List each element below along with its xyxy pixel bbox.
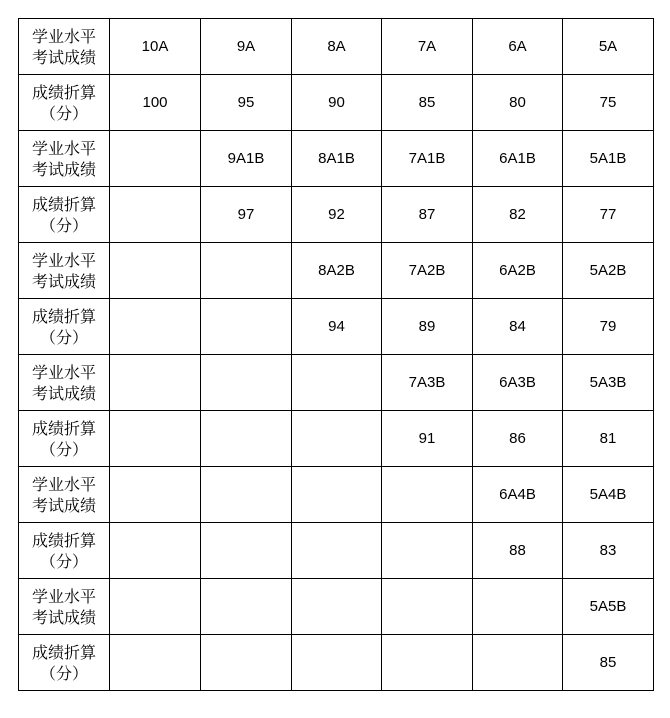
score-cell (110, 187, 201, 243)
score-cell (110, 299, 201, 355)
grade-cell: 5A2B (563, 243, 654, 299)
score-cell (382, 523, 473, 579)
grade-cell: 5A (563, 19, 654, 75)
grade-cell: 5A5B (563, 579, 654, 635)
grade-row (19, 243, 654, 299)
score-cell (110, 635, 201, 691)
score-cell: 95 (201, 75, 292, 131)
row-header-line: （分） (39, 327, 88, 347)
score-cell: 94 (292, 299, 382, 355)
grade-row (19, 467, 654, 523)
score-cell: 97 (201, 187, 292, 243)
row-header (19, 579, 110, 635)
grade-cell: 10A (110, 19, 201, 75)
grade-cell: 7A2B (382, 243, 473, 299)
score-cell: 89 (382, 299, 473, 355)
grade-cell: 7A1B (382, 131, 473, 187)
score-row (19, 523, 654, 579)
grade-cell: 6A3B (473, 355, 563, 411)
grade-cell (110, 131, 201, 187)
row-header-line: 考试成绩 (31, 495, 96, 515)
grade-cell: 5A1B (563, 131, 654, 187)
grade-cell (110, 579, 201, 635)
row-header (19, 19, 110, 75)
score-cell: 83 (563, 523, 654, 579)
score-cell: 88 (473, 523, 563, 579)
grade-cell (201, 467, 292, 523)
row-header-line: 成绩折算 (31, 82, 96, 102)
grade-cell (292, 579, 382, 635)
score-cell (110, 411, 201, 467)
score-cell: 85 (563, 635, 654, 691)
row-header-line: （分） (39, 215, 88, 235)
row-header-line: 学业水平 (31, 362, 96, 382)
score-cell: 91 (382, 411, 473, 467)
row-header-line: 考试成绩 (31, 383, 96, 403)
grade-cell (382, 579, 473, 635)
grade-cell: 7A (382, 19, 473, 75)
score-row (19, 187, 654, 243)
grade-cell (110, 355, 201, 411)
score-cell: 92 (292, 187, 382, 243)
row-header-line: 学业水平 (31, 26, 96, 46)
score-row (19, 299, 654, 355)
score-cell: 84 (473, 299, 563, 355)
score-conversion-table (18, 18, 654, 691)
row-header-line: 学业水平 (31, 474, 96, 494)
grade-cell: 9A1B (201, 131, 292, 187)
grade-cell (201, 355, 292, 411)
score-cell (201, 299, 292, 355)
grade-cell: 6A2B (473, 243, 563, 299)
score-cell: 81 (563, 411, 654, 467)
score-cell: 85 (382, 75, 473, 131)
grade-row (19, 19, 654, 75)
grade-cell (292, 355, 382, 411)
score-cell (110, 523, 201, 579)
row-header (19, 187, 110, 243)
grade-row (19, 355, 654, 411)
score-row (19, 411, 654, 467)
row-header-line: 成绩折算 (31, 306, 96, 326)
row-header-line: 考试成绩 (31, 47, 96, 67)
grade-cell: 6A (473, 19, 563, 75)
score-cell (292, 411, 382, 467)
grade-cell (382, 467, 473, 523)
row-header-line: （分） (39, 551, 88, 571)
row-header-line: 学业水平 (31, 250, 96, 270)
grade-cell: 6A4B (473, 467, 563, 523)
row-header (19, 635, 110, 691)
row-header-line: 成绩折算 (31, 530, 96, 550)
row-header-line: 成绩折算 (31, 418, 96, 438)
row-header (19, 243, 110, 299)
row-header (19, 131, 110, 187)
score-cell (292, 635, 382, 691)
score-cell (473, 635, 563, 691)
score-row (19, 635, 654, 691)
score-cell: 100 (110, 75, 201, 131)
score-cell: 75 (563, 75, 654, 131)
row-header-line: （分） (39, 439, 88, 459)
row-header-line: （分） (39, 103, 88, 123)
score-cell (201, 411, 292, 467)
row-header-line: 考试成绩 (31, 607, 96, 627)
grade-cell: 6A1B (473, 131, 563, 187)
row-header-line: 学业水平 (31, 586, 96, 606)
grade-cell: 9A (201, 19, 292, 75)
grade-cell: 7A3B (382, 355, 473, 411)
grade-cell: 5A4B (563, 467, 654, 523)
table-body (19, 19, 654, 691)
row-header (19, 411, 110, 467)
grade-cell (292, 467, 382, 523)
score-cell: 77 (563, 187, 654, 243)
grade-cell (110, 467, 201, 523)
row-header-line: 学业水平 (31, 138, 96, 158)
row-header-line: （分） (39, 663, 88, 683)
score-cell (382, 635, 473, 691)
row-header (19, 299, 110, 355)
grade-cell (201, 579, 292, 635)
score-cell: 86 (473, 411, 563, 467)
score-cell: 82 (473, 187, 563, 243)
row-header-line: 考试成绩 (31, 159, 96, 179)
score-row (19, 75, 654, 131)
grade-cell: 5A3B (563, 355, 654, 411)
grade-cell (110, 243, 201, 299)
row-header (19, 467, 110, 523)
row-header-line: 成绩折算 (31, 642, 96, 662)
row-header (19, 523, 110, 579)
grade-cell (201, 243, 292, 299)
score-cell: 87 (382, 187, 473, 243)
grade-row (19, 579, 654, 635)
score-cell: 79 (563, 299, 654, 355)
score-cell: 80 (473, 75, 563, 131)
grade-cell (473, 579, 563, 635)
grade-row (19, 131, 654, 187)
score-cell (292, 523, 382, 579)
row-header-line: 成绩折算 (31, 194, 96, 214)
score-cell (201, 635, 292, 691)
grade-cell: 8A2B (292, 243, 382, 299)
row-header-line: 考试成绩 (31, 271, 96, 291)
grade-cell: 8A1B (292, 131, 382, 187)
score-cell: 90 (292, 75, 382, 131)
row-header (19, 355, 110, 411)
row-header (19, 75, 110, 131)
grade-cell: 8A (292, 19, 382, 75)
score-cell (201, 523, 292, 579)
